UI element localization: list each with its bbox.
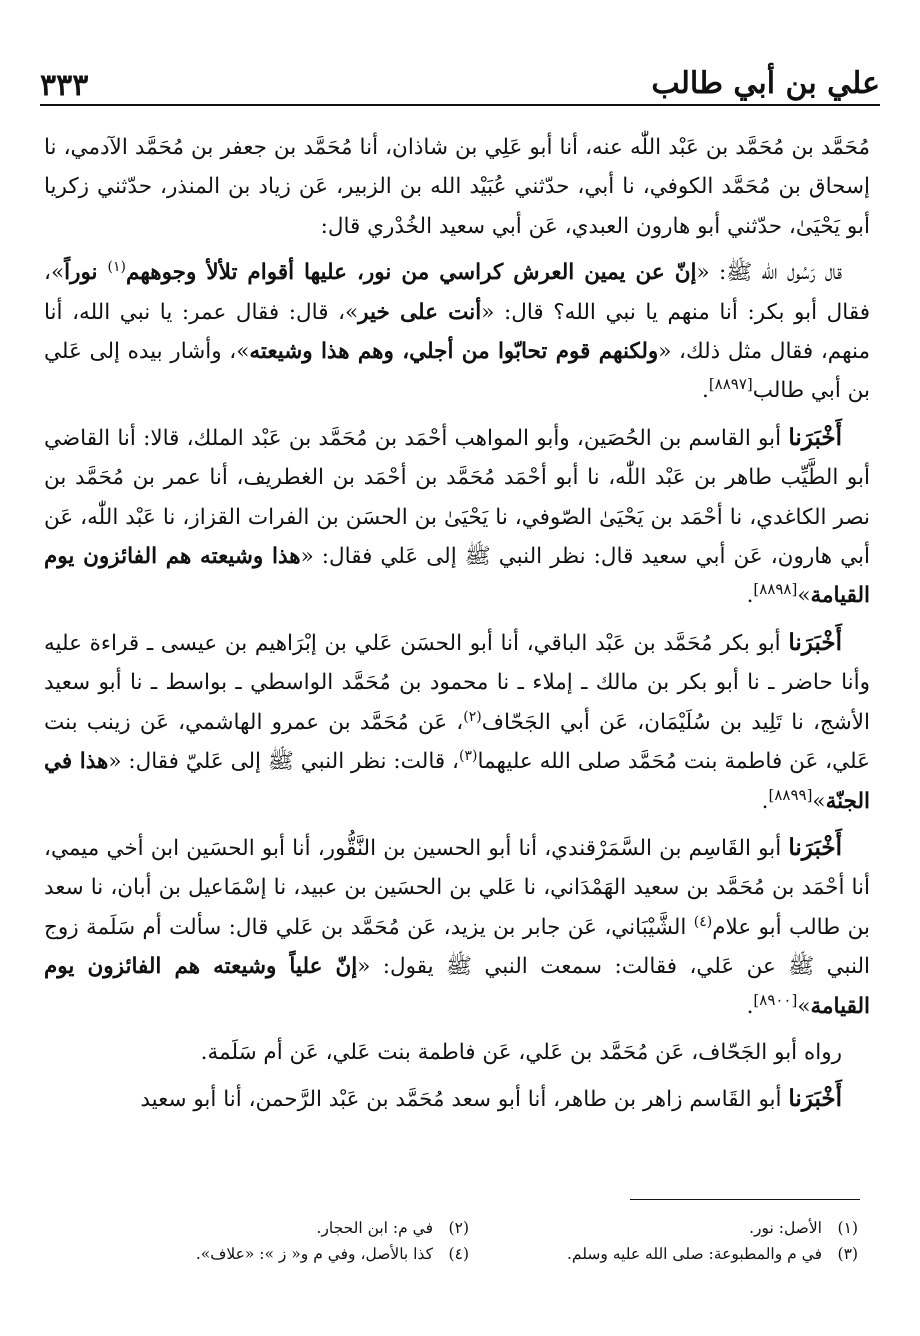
main-text [44, 128, 870, 1127]
footnote-row [80, 1215, 858, 1241]
footnote-text: كذا بالأصل، وفي م و« ز »: «علاف». [195, 1245, 433, 1263]
page-header [40, 64, 880, 106]
paragraph-6-text: رواه أبو الجَحّاف، عَن مُحَمَّد بن عَلي، عَن فاطمة بنت عَلي، عَن أم سَلَمة. [200, 1039, 842, 1065]
paragraph-1 [44, 128, 870, 246]
hadith-quote: هذا وشيعته هم الفائزون يوم القيامة [44, 544, 870, 609]
paragraph-6 [44, 1033, 870, 1072]
running-title: علي بن أبي طالب [651, 66, 880, 101]
hadith-quote: هذا في الجنّة [44, 749, 870, 814]
page-number: ٣٣٣ [40, 68, 89, 103]
footnote-row [80, 1241, 858, 1267]
text-run: . [761, 788, 769, 814]
text-run: الشَّيْبَاني، عَن جابر بن يزيد، عَن مُحَمَّد بن عَلي قال: سألت أم سَلَمة زوج النبي ﷺ عن عَلي، فقالت: سمعت النبي ﷺ يقول: « [44, 914, 870, 980]
text-run: » [812, 788, 826, 814]
footnote-rule [630, 1199, 860, 1200]
footnote-text: في م والمطبوعة: صلى الله عليه وسلم. [566, 1245, 822, 1263]
hadith-quote: نوراً [64, 260, 108, 286]
paragraph-4 [44, 623, 870, 821]
text-run: ، عَن مُحَمَّد بن عمرو الهاشمي، عَن زينب بنت عَلي، عَن فاطمة بنت مُحَمَّد صلى الله عليهما [44, 709, 870, 775]
paragraph-1-text: مُحَمَّد بن مُحَمَّد بن عَبْد اللّٰه عنه، أنا أبو عَلِي بن شاذان، أنا مُحَمَّد بن جعفر بن مُحَمَّد الآدمي، نا إسحاق بن مُحَمَّد الكوفي، نا أبي، حدّثني عُبَيْد الله بن الزبير، عَن زياد بن المنذر، حدّثني زكريا أبو يَحْيَىٰ، حدّثني أبو هارون العبدي، عَن أبي سعيد الخُدْري قال: [44, 135, 870, 239]
hadith-quote: إنّ عن يمين العرش كراسي من نور، عليها أقوام تلألأ وجوههم [126, 260, 697, 286]
footnote-marker-2: (٢) [463, 708, 482, 725]
footnote-3 [469, 1241, 858, 1267]
text-run: أبو القَاسم زاهر بن طاهر، أنا أبو سعد مُحَمَّد بن عَبْد الرَّحمن، أنا أبو سعيد [140, 1087, 789, 1113]
text-run: أبو القَاسِم بن السَّمَرْقندي، أنا أبو الحسين بن النَّقُّور، أنا أبو الحسَين ابن أخي ميمي، أنا أحْمَد بن مُحَمَّد بن سعيد الهَمْدَاني، نا عَلي بن الحسَين بن عبيد، نا إسْمَاعيل بن أبان، نا سعد بن طالب أبو علام [44, 835, 870, 940]
text-run: أبو بكر مُحَمَّد بن عَبْد الباقي، أنا أبو الحسَن عَلي بن إبْرَاهيم بن عيسى ـ قراءة عليه وأنا حاضر ـ نا أبو بكر بن مالك ـ إملاء ـ نا محمود بن مُحَمَّد الواسطي ـ بواسط ـ نا أبو سعيد الأشج، نا تَلِيد بن سُلَيْمَان، عَن أبي الجَحّاف [44, 630, 871, 735]
akhbarana-lead: أَخْبَرَنا [788, 833, 842, 861]
footnote-1 [469, 1215, 858, 1241]
hadith-quote: أنت على خير [358, 299, 482, 325]
hadith-number: [٨٨٩٨] [753, 580, 798, 599]
header-rule [40, 104, 880, 106]
paragraph-3 [44, 418, 870, 616]
text-run: »، فقال أبو بكر: أنا منهم يا نبي الله؟ قال: « [44, 260, 871, 325]
footnote-marker-4: (٤) [693, 913, 713, 930]
text-run: . [746, 993, 754, 1019]
footnote-text: الأصل: نور. [749, 1219, 822, 1237]
hadith-number: [٨٩٠٠] [753, 990, 798, 1009]
text-run: »، قال: فقال عمر: يا نبي الله، أنا منهم، فقال مثل ذلك، « [44, 299, 870, 365]
footnote-text: في م: ابن الحجار. [316, 1219, 433, 1237]
footnote-number: (٣) [837, 1245, 858, 1263]
paragraph-5 [44, 828, 870, 1026]
text-run: »، وأشار بيده إلى عَلي بن أبي طالب [44, 339, 870, 404]
footnote-number: (٢) [448, 1219, 469, 1237]
akhbarana-lead: أَخْبَرَنا [788, 1085, 842, 1113]
text-run: . [701, 378, 709, 404]
footnote-4 [80, 1241, 469, 1267]
footnotes [80, 1215, 858, 1267]
hadith-number: [٨٨٩٩] [768, 785, 813, 804]
text-run: قال رَسُول الله ﷺ: « [696, 260, 842, 286]
hadith-quote: إنّ علياً وشيعته هم الفائزون يوم القيامة [44, 954, 870, 1019]
text-run: . [746, 583, 754, 609]
text-run: أبو القاسم بن الحُصَين، وأبو المواهب أحْمَد بن مُحَمَّد بن عَبْد الملك، قالا: أنا القاضي أبو الطَّيِّب طاهر بن عَبْد اللّٰه، نا أبو أحْمَد مُحَمَّد بن أحْمَد بن الغطريف، أنا عمر بن مُحَمَّد بن نصر الكاغدي، نا أحْمَد بن يَحْيَىٰ الصّوفي، نا يَحْيَىٰ بن الحسَن بن الفرات القزاز، نا عَبْد اللّٰه، عَن أبي هارون، عَن أبي سعيد قال: نظر النبي ﷺ إلى عَلي فقال: « [44, 425, 870, 570]
footnote-2 [80, 1215, 469, 1241]
akhbarana-lead: أَخْبَرَنا [788, 628, 842, 656]
text-run: » [797, 583, 811, 609]
paragraph-2 [44, 253, 870, 411]
hadith-quote: ولكنهم قوم تحابّوا من أجلي، وهم هذا وشيعته [249, 339, 659, 365]
footnote-number: (١) [837, 1219, 858, 1237]
text-run: » [797, 993, 811, 1019]
footnote-marker-1: (١) [107, 259, 127, 276]
footnote-marker-3: (٣) [458, 747, 478, 764]
text-run: ، قالت: نظر النبي ﷺ إلى عَليّ فقال: « [108, 749, 459, 775]
footnote-number: (٤) [448, 1245, 469, 1263]
hadith-number: [٨٨٩٧] [708, 375, 753, 394]
akhbarana-lead: أَخْبَرَنا [788, 423, 842, 451]
paragraph-7 [44, 1079, 870, 1119]
